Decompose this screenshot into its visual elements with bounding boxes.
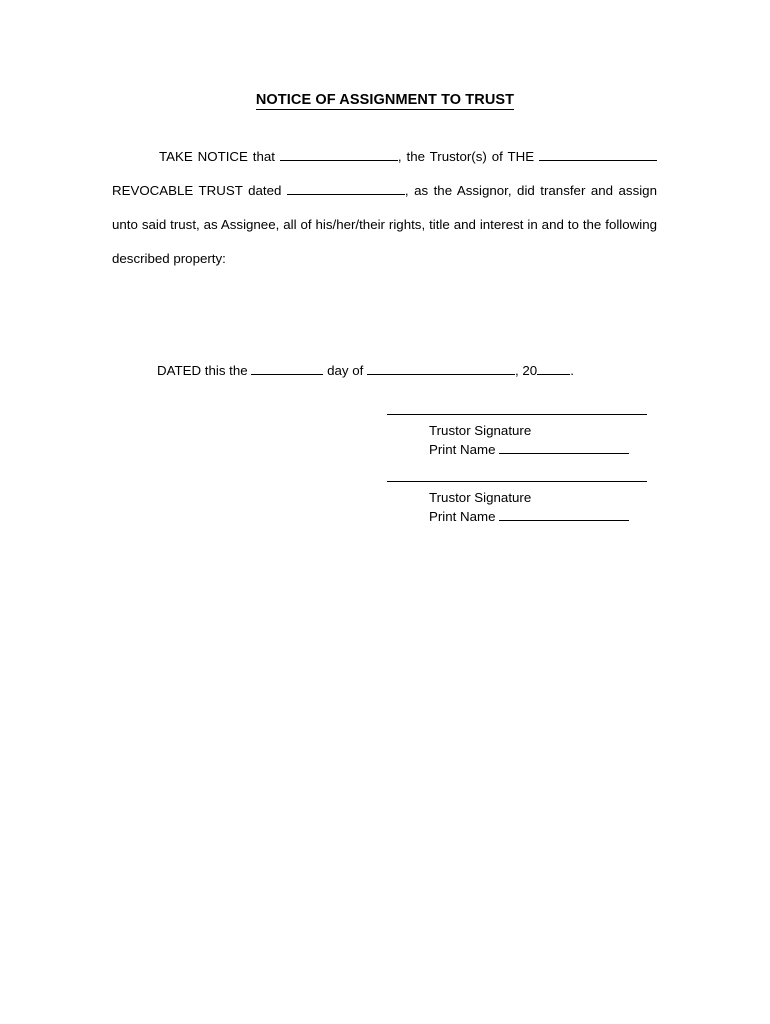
paragraph-segment-4: , as the Assignor, did transfer and assign unto said trust, as Assignee, all of his/her/their rights, title and interest in and to the following described property:: [112, 183, 657, 266]
paragraph-segment-3: REVOCABLE TRUST dated: [112, 183, 282, 198]
dated-mid: day of: [327, 363, 364, 378]
dated-line: [157, 360, 574, 382]
dated-suffix: .: [570, 363, 574, 378]
trust-name-blank[interactable]: [539, 147, 657, 161]
body-text: [112, 140, 657, 276]
paragraph-segment-1: TAKE NOTICE that: [159, 149, 275, 164]
trustor-name-blank[interactable]: [280, 147, 398, 161]
dated-prefix: DATED this the: [157, 363, 248, 378]
signature-block-2: [387, 481, 647, 526]
print-name-label-2: Print Name: [429, 509, 496, 524]
year-blank[interactable]: [537, 361, 570, 375]
print-name-row-2: [429, 507, 647, 526]
month-blank[interactable]: [367, 361, 515, 375]
day-blank[interactable]: [251, 361, 323, 375]
paragraph-segment-2: , the Trustor(s) of THE: [397, 149, 535, 164]
print-name-blank-2[interactable]: [499, 507, 629, 521]
signature-line-1[interactable]: [387, 414, 647, 415]
signature-block-1: [387, 414, 647, 459]
page-title-text: NOTICE OF ASSIGNMENT TO TRUST: [255, 92, 515, 108]
page-title: [0, 92, 770, 108]
signature-line-2[interactable]: [387, 481, 647, 482]
signature-label-2: Trustor Signature: [429, 490, 532, 505]
print-name-label-1: Print Name: [429, 442, 496, 457]
print-name-blank-1[interactable]: [499, 440, 629, 454]
trust-date-blank[interactable]: [287, 181, 405, 195]
dated-year-prefix: , 20: [515, 363, 538, 378]
print-name-row-1: [429, 440, 647, 459]
signature-label-1: Trustor Signature: [429, 423, 532, 438]
notice-paragraph: [112, 140, 657, 276]
